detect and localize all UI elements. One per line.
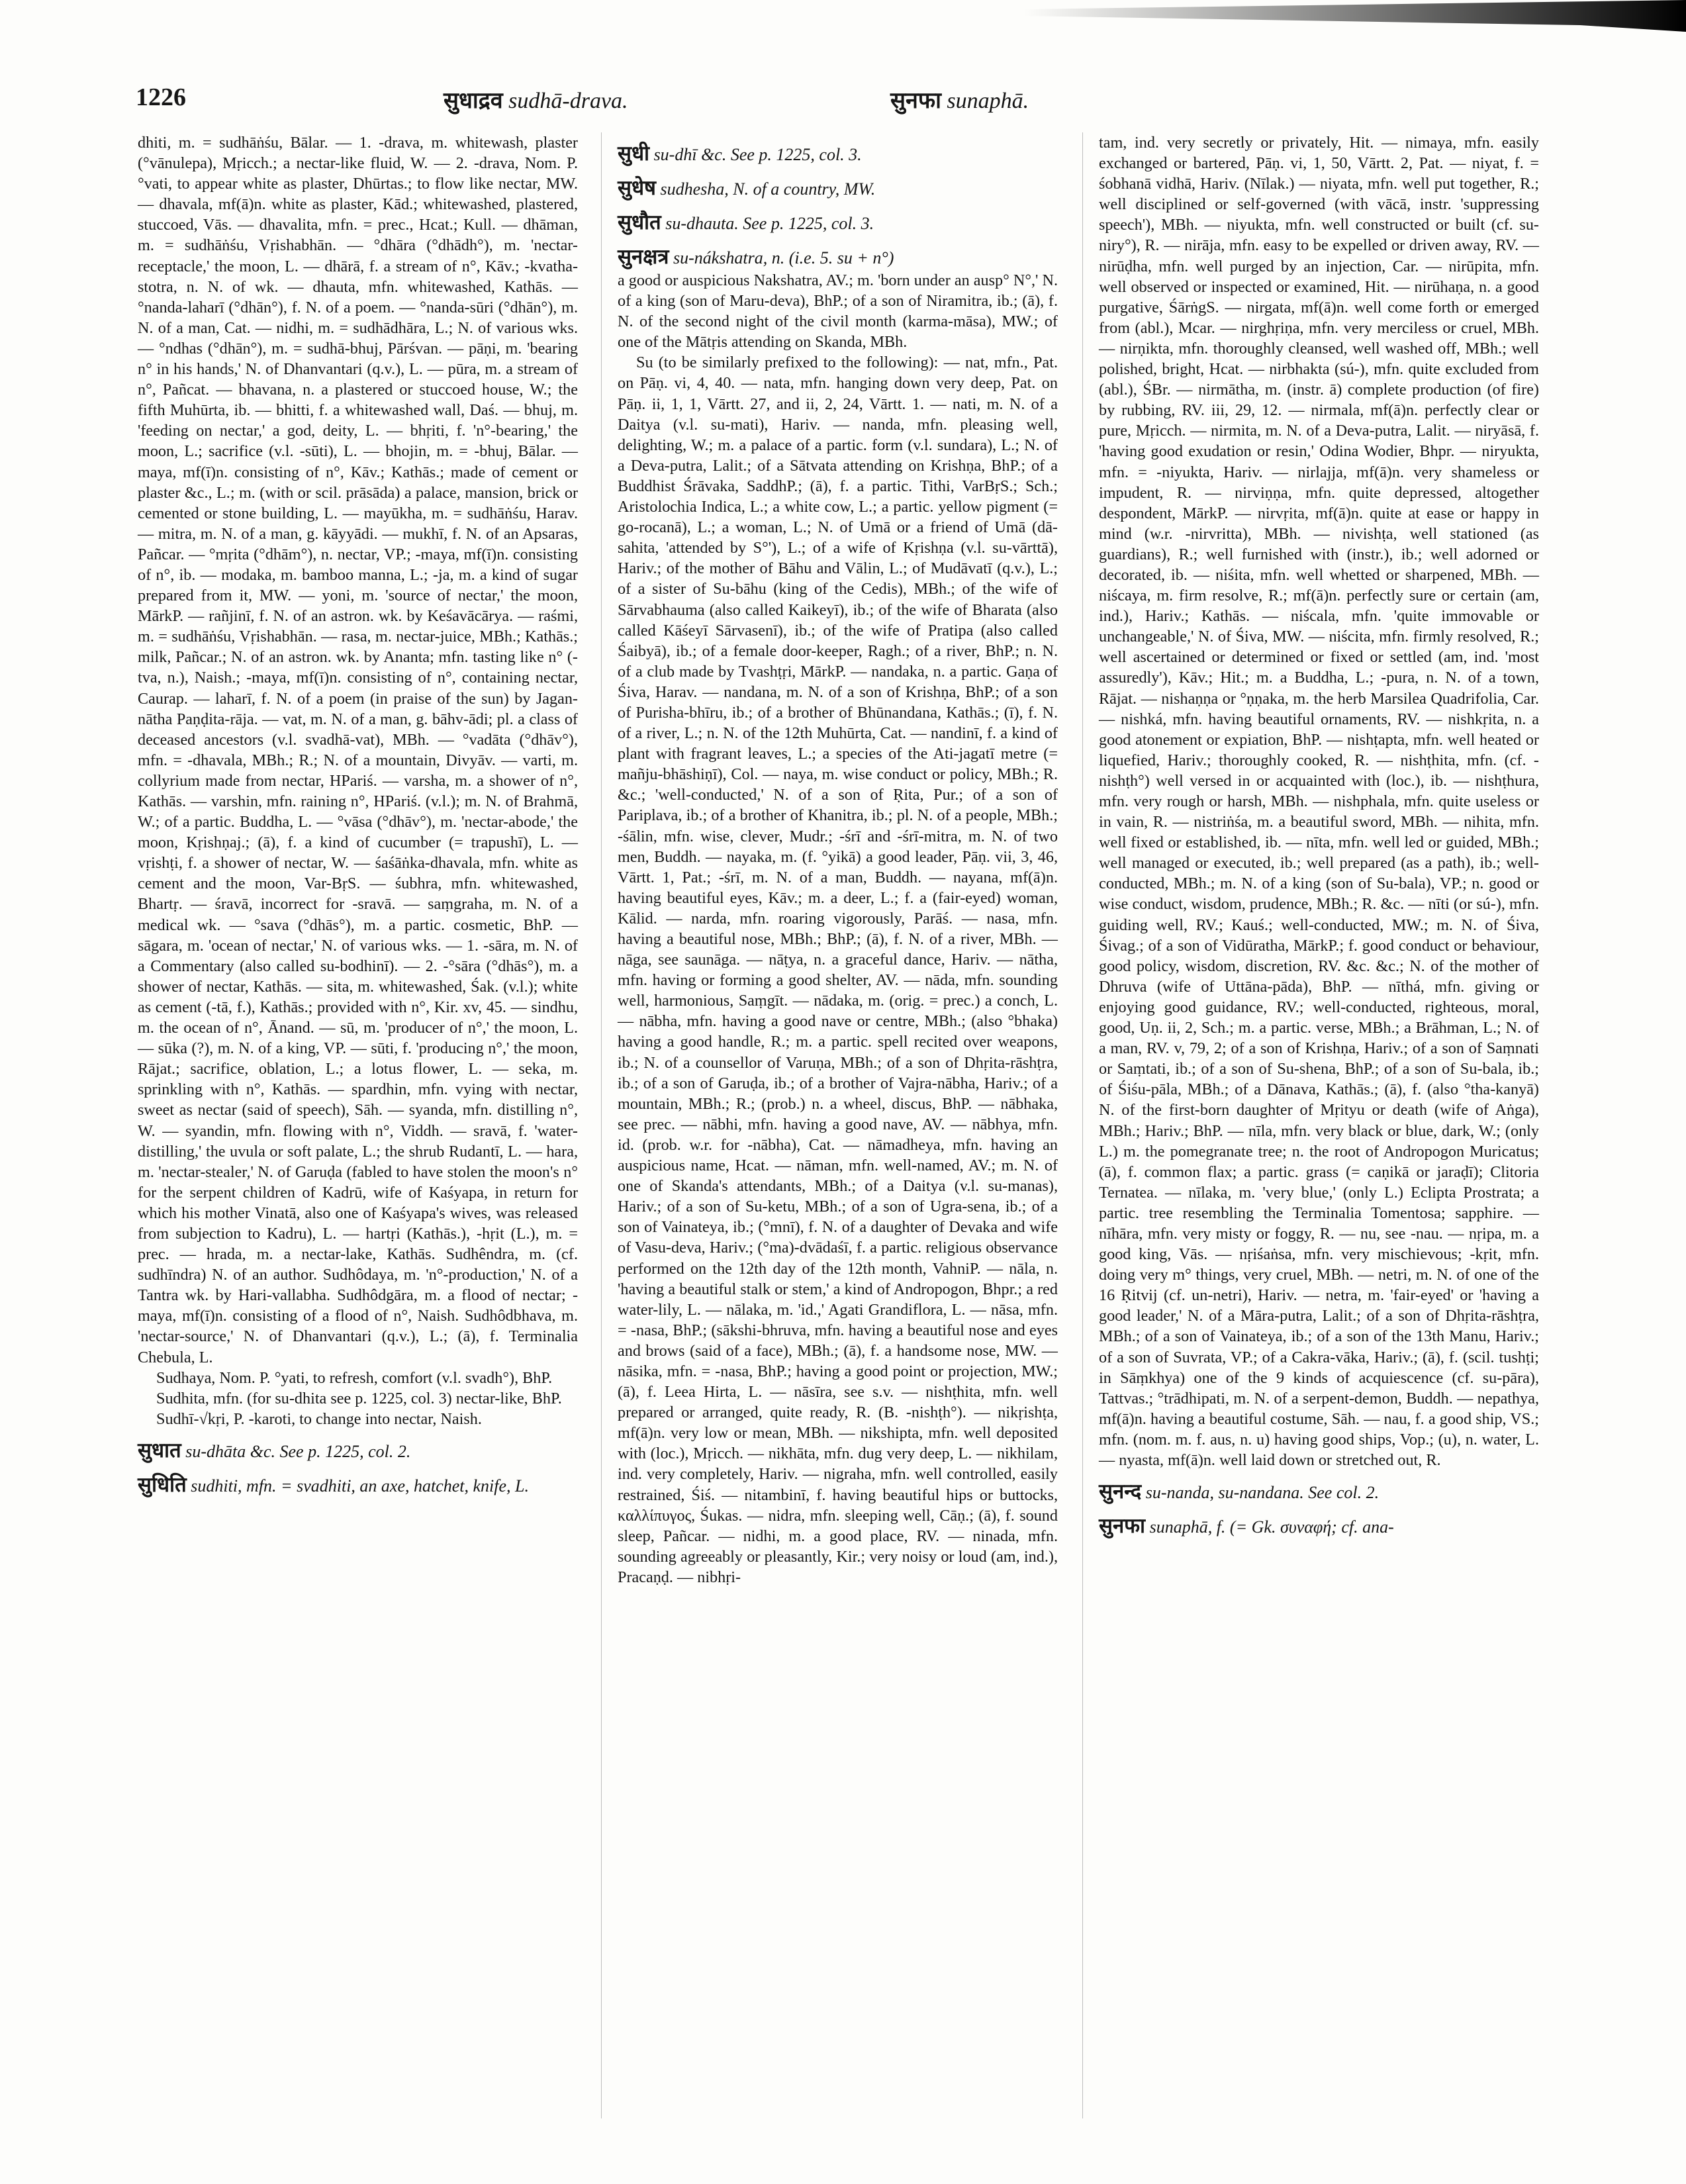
page-number: 1226 bbox=[136, 83, 186, 111]
dictionary-columns bbox=[138, 132, 1551, 2132]
entry-paragraph: dhiti, m. = sudhāṅśu, Bālar. — 1. -drava, m. whitewash, plaster (°vānulepa), Mṛicch.; a nectar-like fluid, W. — 2. -drava, Nom. P. °vati, to appear white as plaster, Dhūrtas.; to flow like nectar, MW. — dhavala, mf(ā)n. white as plaster, Kād.; whitewashed, plastered, stuccoed, Vās. — dhavalita, mfn. = prec., Hcat.; Kull. — dhāman, m. = sudhāṅśu, Vṛishabhān. — °dhāra (°dhādh°), m. 'nectar-receptacle,' the moon, L. — dhārā, f. a stream of n°, Kāv.; -kvatha-stotra, n. N. of wk. — dhauta, mfn. whitewashed, Kathās. — °nanda-laharī (°dhān°), f. N. of a poem. — °nanda-sūri (°dhān°), m. N. of a man, Cat. — nidhi, m. = sudhādhāra, L.; N. of various wks. — °ndhas (°dhān°), m. = sudhā-bhuj, Pārśvan. — pāṇi, m. 'bearing n° in his hands,' N. of Dhanvantari (q.v.), L. — pūra, m. a stream of n°, Pañcat. — bhavana, n. a plastered or stuccoed house, W.; the fifth Muhūrta, ib. — bhitti, f. a whitewashed wall, Daś. — bhuj, m. 'feeding on nectar,' a god, deity, L. — bhṛiti, f. 'n°-bearing,' the moon, L.; sacrifice (v.l. -sūti), L. — bhojin, m. = -bhuj, Bālar. — maya, mf(ī)n. consisting of n°, Kāv.; Kathās.; made of cement or plaster &c., L.; m. (with or scil. prāsāda) a palace, mansion, brick or cemented or stone building, L. — mayūkha, m. = sudhāṅśu, Harav. — mitra, m. N. of a man, g. kāyyādi. — mukhī, f. N. of an Apsaras, Pañcar. — °mṛita (°dhām°), n. nectar, VP.; -maya, mf(ī)n. consisting of n°, ib. — modaka, m. bamboo manna, L.; -ja, m. a kind of sugar prepared from it, MW. — yoni, m. 'source of nectar,' the moon, MārkP. — rañjinī, f. N. of an astron. wk. by Keśavācārya. — raśmi, m. = sudhāṅśu, Vṛishabhān. — rasa, m. nectar-juice, MBh.; Kathās.; milk, Pañcar.; N. of an astron. wk. by Ananta; mfn. tasting like n° (-tva, n.), Naish.; -maya, mf(ī)n. consisting of n°, containing nectar, Caurap. — laharī, f. N. of a poem (in praise of the sun) by Jagan-nātha Paṇḍita-rāja. — vat, m. N. of a man, g. bāhv-ādi; pl. a class of deceased ancestors (v.l. svadhā-vat), MBh. — °vadāta (°dhāv°), mfn. = -dhavala, MBh.; R.; N. of a mountain, Divyāv. — varti, m. collyrium made from nectar, HPariś. — varsha, m. a shower of n°, Kathās. — varshin, mfn. raining n°, HPariś. (v.l.); m. N. of Brahmā, W.; of a partic. Buddha, L. — °vāsa (°dhāv°), m. 'nectar-abode,' the moon, Kṛishṇaj.; (ā), f. a kind of cucumber (= trapushī), L. — vṛishṭi, f. a shower of nectar, W. — śaśāṅka-dhavala, mfn. white as cement and the moon, Var-BṛS. — śubhra, mfn. whitewashed, Bhartṛ. — śravā, incorrect for -sravā. — saṃgraha, m. N. of a medical wk. — °sava (°dhās°), m. a partic. cosmetic, BhP. — sāgara, m. 'ocean of nectar,' N. of various wks. — 1. -sāra, m. N. of a Commentary (also called su-bodhinī). — 2. -°sāra (°dhās°), m. a shower of nectar, Kathās. — sita, m. whitewashed, Śak. (v.l.); white as cement (-tā, f.), Kathās.; provided with n°, Kir. xv, 45. — sindhu, m. the ocean of n°, Ānand. — sū, m. 'producer of n°,' the moon, L. — sūka (?), m. N. of a king, VP. — sūti, f. 'producing n°,' the moon, Rājat.; sacrifice, oblation, L.; a lotus flower, L. — seka, m. sprinkling with n°, Kathās. — spardhin, mfn. vying with nectar, sweet as nectar (said of speech), Sāh. — syanda, mfn. distilling n°, W. — syandin, mfn. flowing with n°, Viddh. — sravā, f. 'water-distilling,' the uvula or soft palate, L.; the shrub Rudantī, L. — hara, m. 'nectar-stealer,' N. of Garuḍa (fabled to have stolen the moon's n° for the serpent children of Kadrū, wife of Kaśyapa, in return for which his mother Vinatā, also one of Kaśyapa's wives, was released from subjection to Kadru), L. — hartṛi (Kathās.), -hṛit (L.), m. = prec. — hrada, m. a nectar-lake, Kathās. Sudhêndra, m. (cf. sudhīndra) N. of an author. Sudhôdaya, m. 'n°-production,' N. of a Tantra wk. by Hari-vallabha. Sudhôdgāra, m. a flood of nectar; -maya, mf(ī)n. consisting of a flood of n°, Naish. Sudhôdbhava, m. 'nectar-source,' N. of Dhanvantari (q.v.), L.; (ā), f. Terminalia Chebula, L. bbox=[138, 134, 578, 1366]
column-divider bbox=[1082, 132, 1083, 2118]
entry-paragraph: Sudhī-√kṛi, P. -karoti, to change into nectar, Naish. bbox=[156, 1409, 482, 1428]
headword-devanagari: सुनक्षत्र bbox=[618, 245, 669, 269]
right-running-head bbox=[890, 84, 1029, 115]
headword-entry bbox=[1099, 1480, 1539, 1505]
headword-definition: su-dhāta &c. See p. 1225, col. 2. bbox=[181, 1441, 411, 1461]
left-headword-roman: sudhā-drava. bbox=[508, 89, 628, 113]
headword-definition: su-nanda, su-nandana. See col. 2. bbox=[1141, 1483, 1380, 1503]
entry-paragraph: a good or auspicious Nakshatra, AV.; m. 'born under an ausp° N°,' N. of a king (son of Maru-deva), BhP.; of a son of Niramitra, ib.; (ā), f. N. of the second night of the civil month (karma-māsa), MW.; of one of the Mātṛis attending on Skanda, MBh. bbox=[618, 271, 1058, 352]
headword-definition: sudhiti, mfn. = svadhiti, an axe, hatchet, knife, L. bbox=[186, 1476, 530, 1496]
headword-devanagari: सुधात bbox=[138, 1438, 181, 1462]
right-headword-roman: sunaphā. bbox=[947, 89, 1029, 113]
entry-paragraph: Sudhita, mfn. (for su-dhita see p. 1225, col. 3) nectar-like, BhP. bbox=[156, 1389, 562, 1407]
right-headword-devanagari: सुनफा bbox=[890, 87, 941, 114]
entry-paragraph: Sudhaya, Nom. P. °yati, to refresh, comfort (v.l. svadh°), BhP. bbox=[156, 1368, 553, 1387]
column-1 bbox=[138, 132, 578, 1498]
headword-entry bbox=[138, 1473, 578, 1498]
headword-devanagari: सुधिति bbox=[138, 1472, 187, 1497]
headword-devanagari: सुनफा bbox=[1099, 1514, 1146, 1539]
column-divider bbox=[601, 132, 602, 2118]
headword-devanagari: सुधी bbox=[618, 142, 650, 166]
left-running-head bbox=[444, 84, 628, 115]
headword-entry bbox=[618, 176, 1058, 201]
headword-definition: sunaphā, f. (= Gk. συναφή; cf. ana- bbox=[1145, 1517, 1394, 1537]
headword-definition: su-dhī &c. See p. 1225, col. 3. bbox=[649, 145, 862, 164]
headword-entry bbox=[618, 245, 1058, 270]
headword-entry bbox=[618, 211, 1058, 236]
headword-entry bbox=[138, 1439, 578, 1464]
headword-devanagari: सुधेष bbox=[618, 176, 656, 200]
column-2 bbox=[618, 132, 1058, 1588]
headword-entry bbox=[1099, 1514, 1539, 1539]
page-header bbox=[136, 83, 1550, 122]
headword-devanagari: सुनन्द bbox=[1099, 1480, 1142, 1504]
headword-devanagari: सुधौत bbox=[618, 211, 661, 234]
headword-entry bbox=[618, 142, 1058, 167]
headword-definition: sudhesha, N. of a country, MW. bbox=[655, 179, 876, 199]
scan-edge-shadow bbox=[1024, 0, 1686, 32]
column-3 bbox=[1099, 132, 1539, 1539]
headword-definition: su-nákshatra, n. (i.e. 5. su + n°) bbox=[669, 248, 894, 267]
entry-paragraph: Su (to be similarly prefixed to the following): — nat, mfn., Pat. on Pāṇ. vi, 4, 40. — nata, mfn. hanging down very deep, Pat. on Pāṇ. ii, 1, 1, Vārtt. 27, and ii, 2, 24, Vārtt. 1. — nati, m. N. of a Daitya (v.l. su-mati), Hariv. — nanda, mfn. pleasing well, delighting, W.; m. a palace of a partic. form (v.l. sundara), L.; N. of a Deva-putra, Lalit.; of a Sātvata attending on Krishṇa, BhP.; of a Buddhist Śrāvaka, SaddhP.; (ā), f. a partic. Tithi, VarBṛS.; Sch.; Aristolochia Indica, L.; a white cow, L.; a partic. yellow pigment (= go-rocanā), L.; a woman, L.; N. of Umā or a friend of Umā (dā-sahita, 'attended by S°'), L.; of a wife of Kṛishṇa (v.l. su-vārttā), Hariv.; of the mother of Bāhu and Vālin, L.; of Mudāvatī (q.v.), L.; of a sister of Su-bāhu (king of the Cedis), MBh.; of the wife of Sārvabhauma (also called Kaikeyī), ib.; of the wife of Bharata (also called Kāśeyī Sārvasenī), ib.; of the wife of Pratipa (also called Śaibyā), ib.; of a female door-keeper, Ragh.; of a river, BhP.; n. N. of a club made by Tvashṭṛi, MārkP. — nandaka, n. a partic. Gaṇa of Śiva, Harav. — nandana, m. N. of a son of Krishṇa, BhP.; of a son of Purisha-bhīru, ib.; of a brother of Bhūnandana, Kathās.; (ī), f. N. of a river, L.; n. N. of the 12th Muhūrta, Cat. — nandinī, f. a kind of plant with fragrant leaves, L.; a species of the Ati-jagatī metre (= mañju-bhāshiṇī), Col. — naya, m. wise conduct or policy, MBh.; R. &c.; 'well-conducted,' N. of a son of Ṛita, Pur.; of a son of Pariplava, ib.; of a brother of Khanitra, ib.; pl. N. of a people, MBh.; -śālin, mfn. wise, clever, Mudr.; -śrī and -śrī-mitra, m. N. of two men, Buddh. — nayaka, m. (f. °yikā) a good leader, Pāṇ. vii, 3, 46, Vārtt. 1, Pat.; -śrī, m. N. of a man, Buddh. — nayana, mf(ā)n. having beautiful eyes, Kāv.; m. a deer, L.; f. a (fair-eyed) woman, Kālid. — narda, mfn. roaring vigorously, Parāś. — nasa, mfn. having a beautiful nose, MBh.; BhP.; (ā), f. N. of a river, MBh. — nāga, see saunāga. — nāṭya, n. a graceful dance, Hariv. — nātha, mfn. having or forming a good shelter, AV. — nāda, mfn. sounding well, harmonious, Saṃgīt. — nādaka, m. (orig. = prec.) a conch, L. — nābha, mfn. having a good nave or centre, MBh.; (also °bhaka) having a good handle, R.; m. a partic. spell recited over weapons, ib.; N. of a counsellor of Varuṇa, MBh.; of a son of Dhṛita-rāshṭra, ib.; of a son of Garuḍa, ib.; of a brother of Vajra-nābha, Hariv.; of a mountain, MBh.; R.; (prob.) n. a wheel, discus, BhP. — nābhaka, see prec. — nābhi, mfn. having a good nave, AV. — nābhya, mfn. id. (prob. w.r. for -nābha), Cat. — nāmadheya, mfn. having an auspicious name, Hcat. — nāman, mfn. well-named, AV.; m. N. of one of Skanda's attendants, MBh.; of a Daitya (v.l. su-manas), Hariv.; of a son of Su-ketu, MBh.; of a son of Ugra-sena, ib.; of a son of Vainateya, ib.; (°mnī), f. N. of a daughter of Devaka and wife of Vasu-deva, Hariv.; (°ma)-dvādaśī, f. a partic. religious observance performed on the 12th day of the 12th month, VahniP. — nāla, n. 'having a beautiful stalk or stem,' a kind of Andropogon, Bhpr.; a red water-lily, L. — nālaka, m. 'id.,' Agati Grandiflora, L. — nāsa, mfn. = -nasa, BhP.; (sākshi-bhruva, mfn. having a beautiful nose and eyes and brows (said of a face), MBh.; (ā), f. a handsome nose, MW. — nāsika, mfn. = -nasa, BhP.; having a good point or projection, MW.; (ā), f. Leea Hirta, L. — nāsīra, see s.v. — nishṭhita, mfn. well prepared or arranged, quite ready, R. (B. -nishṭh°). — nikṛishṭa, mf(ā)n. very low or mean, MBh. — nikshipta, mfn. well deposited with (loc.), Mṛicch. — nikhāta, mfn. dug very deep, L. — nikhilam, ind. very completely, Hariv. — nigraha, mfn. well controlled, easily restrained, Śiś. — nitambinī, f. having beautiful hips or buttocks, καλλίπυγος, Śukas. — nidra, mfn. sleeping well, Cāṇ.; (ā), f. sound sleep, Pañcar. — nidhi, m. a good place, RV. — ninada, mfn. sounding agreeably or pleasantly, Kir.; very noisy or loud (am, ind.), Pracaṇḍ. — nibhṛi- bbox=[618, 354, 1058, 1586]
headword-definition: su-dhauta. See p. 1225, col. 3. bbox=[661, 214, 874, 233]
left-headword-devanagari: सुधाद्रव bbox=[444, 87, 503, 114]
entry-paragraph: tam, ind. very secretly or privately, Hit. — nimaya, mfn. easily exchanged or bartered, Pāṇ. vi, 1, 50, Vārtt. 2, Pat. — niyat, f. = śobhanā vidhā, Hariv. (Nīlak.) — niyata, mfn. well put together, R.; well disciplined or self-governed (with vācā, instr. 'suppressing speech'), MBh. — niyukta, mfn. well constructed or built (cf. su-niry°), R. — nirāja, mfn. easy to be expelled or driven away, RV. — nirūḍha, mfn. well purged by an injection, Car. — nirūpita, mfn. well observed or inspected or examined, Hit. — nirūhaṇa, n. a good purgative, ŚārṅgS. — nirgata, mf(ā)n. well come forth or emerged from (abl.), Mcar. — nirghṛiṇa, mfn. very merciless or cruel, MBh. — nirṇikta, mfn. thoroughly cleansed, well washed off, MBh.; well polished, bright, Hcat. — nirbhakta (sú-), mfn. quite excluded from (abl.), ŚBr. — nirmātha, m. (instr. ā) complete production (of fire) by rubbing, RV. iii, 29, 12. — nirmala, mf(ā)n. perfectly clear or pure, Mṛicch. — nirmita, m. N. of a Deva-putra, Lalit. — niryāsā, f. 'having good exudation or resin,' Odina Wodier, Bhpr. — niryukta, mfn. = -niyukta, Hariv. — nirlajja, mf(ā)n. very shameless or impudent, R. — nirviṇṇa, mfn. quite depressed, altogether despondent, MārkP. — nirvṛita, mf(ā)n. quite at ease or happy in mind (w.r. -nirvritta), MBh. — nivishṭa, well stationed (as guardians), R.; well furnished with (instr.), ib.; well adorned or decorated, ib. — niśita, mfn. well whetted or sharpened, MBh. — niścaya, m. firm resolve, R.; mf(ā)n. perfectly sure or certain (am, ind.), Hariv.; Kathās. — niścala, mfn. 'quite immovable or unchangeable,' N. of Śiva, MW. — niścita, mfn. firmly resolved, R.; well ascertained or determined or fixed or settled (am, ind. 'most assuredly'), Kāv.; Hit.; m. a Buddha, L.; -pura, n. N. of a town, Rājat. — nishaṇṇa or °ṇṇaka, m. the herb Marsilea Quadrifolia, Car. — nishká, mfn. having beautiful ornaments, RV. — nishkṛita, n. a good atonement or expiation, BhP. — nishṭapta, mfn. well heated or liquefied, Hariv.; thoroughly cooked, R. — nishṭhita, mfn. (cf. -nishṭh°) well versed in or acquainted with (loc.), ib. — nishṭhura, mfn. very rough or harsh, MBh. — nishphala, mfn. quite useless or in vain, R. — nistriṅśa, m. a beautiful sword, MBh. — nihita, mfn. well fixed or established, ib. — nīta, mfn. well led or guided, MBh.; well managed or executed, ib.; well prepared (as a path), ib.; well-conducted, MBh.; m. N. of a king (son of Su-bala), VP.; n. good or wise conduct, wisdom, prudence, MBh.; R. &c. — nīti (or sú-), mfn. guiding well, RV.; Kauś.; well-conducted, MW.; m. N. of Śiva, Śivag.; of a son of Vidūratha, MārkP.; f. good conduct or behaviour, good policy, wisdom, discretion, RV. &c. &c.; N. of the mother of Dhruva (wife of Uttāna-pāda), BhP. — nīthá, mfn. giving or enjoying good guidance, RV.; well-conducted, righteous, moral, good, Uṇ. ii, 2, Sch.; m. a partic. verse, MBh.; a Brāhman, L.; N. of a man, RV. v, 79, 2; of a son of Krishṇa, Hariv.; of a son of Saṃnati or Saṃtati, ib.; of a son of Su-shena, BhP.; of a son of Su-bala, ib.; of Śiśu-pāla, MBh.; of a Dānava, Kathās.; (ā), f. (also °tha-kanyā) N. of the first-born daughter of Mṛityu or death (wife of Aṅga), MBh.; Hariv.; BhP. — nīla, mfn. very black or blue, dark, W.; (only L.) m. the pomegranate tree; n. the root of Andropogon Muricatus; (ā), f. common flax; a partic. grass (= caṇikā or jaraḍī); Clitoria Ternatea. — nīlaka, m. 'very blue,' (only L.) Eclipta Prostrata; a partic. tree resembling the Terminalia Tomentosa; sapphire. — nīhāra, mfn. very misty or foggy, R. — nu, see -nau. — nṛipa, m. a good king, Vās. — nṛiśaṅsa, mfn. very mischievous; -kṛit, mfn. doing very m° things, very cruel, MBh. — netri, m. N. of one of the 16 Ṛitvij (cf. un-netri), Hariv. — netra, m. 'fair-eyed' or 'having a good leader,' N. of a Māra-putra, Lalit.; of a son of Dhṛita-rāshṭra, MBh.; of a son of Vainateya, ib.; of a son of the 13th Manu, Hariv.; of a son of Suvrata, VP.; of a Cakra-vāka, Hariv.; (ā), f. (scil. tushṭi; in Sāṃkhya) one of the 9 kinds of acquiescence (cf. su-pāra), Tattvas.; °trādhipati, m. N. of a serpent-demon, Buddh. — nepathya, mf(ā)n. having a beautiful costume, Sāh. — nau, f. a good ship, VS.; mfn. (nom. m. f. aus, n. u) having good ships, Vop.; (u), n. water, L. — nyasta, mf(ā)n. well laid down or stretched out, R. bbox=[1099, 134, 1539, 1469]
